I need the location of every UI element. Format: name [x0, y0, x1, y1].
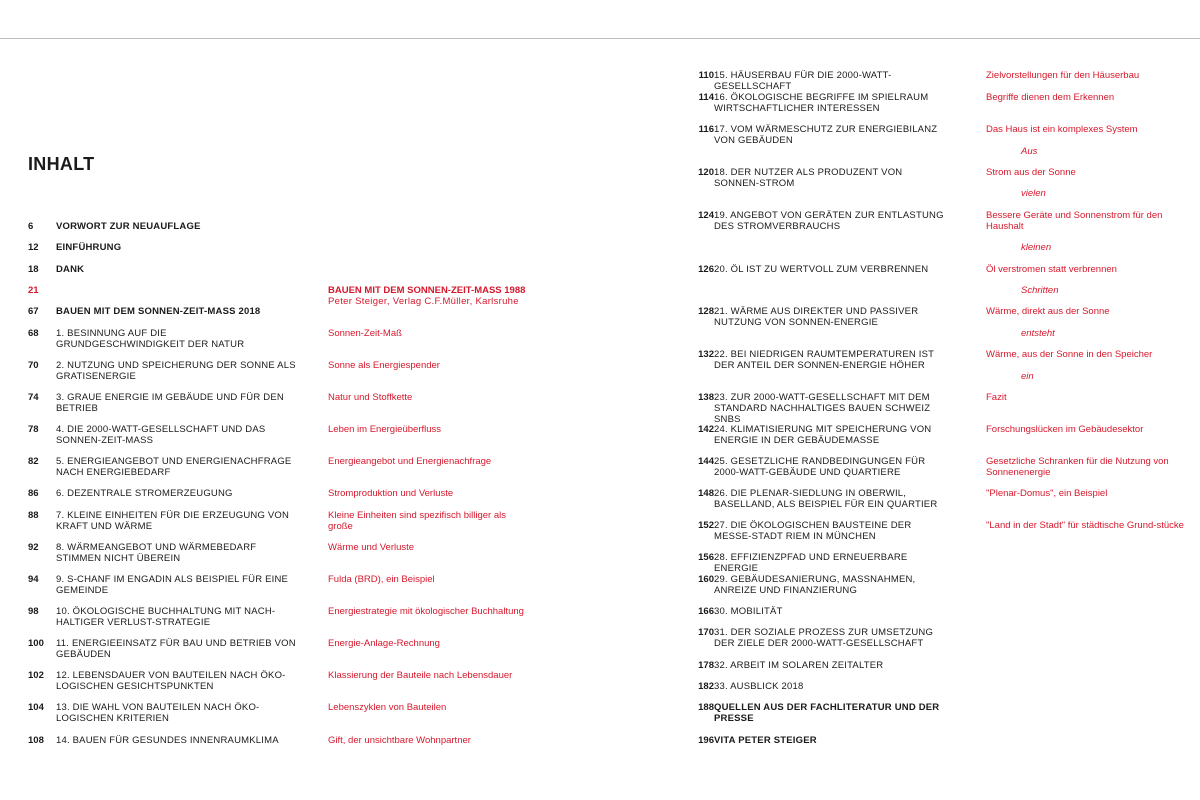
page-number: 12	[28, 242, 39, 253]
entry-title: 18. DER NUTZER ALS PRODUZENT VON SONNEN-STROM	[714, 167, 903, 189]
entry-title: 11. ENERGIEEINSATZ FÜR BAU UND BETRIEB VON GEBÄUDEN	[56, 638, 296, 660]
entry-subtitle: Energieangebot und Energienachfrage	[328, 456, 492, 467]
entry-subtitle: Zielvorstellungen für den Häuserbau	[986, 70, 1140, 81]
page-number: 166	[698, 606, 714, 617]
entry-title: VORWORT ZUR NEUAUFLAGE	[56, 221, 201, 232]
page-number: 114	[698, 92, 714, 103]
entry-title: 29. GEBÄUDESANIERUNG, MASSNAHMEN, ANREIZE UND FINANZIERUNG	[714, 574, 916, 596]
entry-subtitle: Klassierung der Bauteile nach Lebensdauer	[328, 670, 513, 681]
entry-subtitle: Kleine Einheiten sind spezifisch billiger als große	[328, 510, 506, 532]
page-number: 78	[28, 424, 39, 435]
page-number: 102	[28, 670, 44, 681]
entry-title: 22. BEI NIEDRIGEN RAUMTEMPERATUREN IST DER ANTEIL DER SONNEN-ENERGIE HÖHER	[714, 349, 934, 371]
entry-title: 24. KLIMATISIERUNG MIT SPEICHERUNG VON ENERGIE IN DER GEBÄUDEMASSE	[714, 424, 932, 446]
page-number: 82	[28, 456, 39, 467]
entry-subtitle: Öl verstromen statt verbrennen	[986, 264, 1117, 275]
page-number: 98	[28, 606, 39, 617]
entry-title: 6. DEZENTRALE STROMERZEUGUNG	[56, 488, 233, 499]
page-number: 142	[698, 424, 714, 435]
entry-title: 12. LEBENSDAUER VON BAUTEILEN NACH ÖKO-LOGISCHEN GESICHTSPUNKTEN	[56, 670, 286, 692]
page-number: 86	[28, 488, 39, 499]
entry-title: 2. NUTZUNG UND SPEICHERUNG DER SONNE ALS GRATISENERGIE	[56, 360, 296, 382]
page-number: 108	[28, 735, 44, 746]
page-number: 188	[698, 702, 714, 713]
entry-title: 32. ARBEIT IM SOLAREN ZEITALTER	[714, 660, 884, 671]
entry-subtitle: Natur und Stoffkette	[328, 392, 413, 403]
entry-subtitle: Strom aus der Sonne	[986, 167, 1076, 178]
entry-subtitle: Wärme, direkt aus der Sonne	[986, 306, 1110, 317]
entry-subtitle: "Land in der Stadt" für städtische Grund-stücke	[986, 520, 1184, 531]
entry-title: 19. ANGEBOT VON GERÄTEN ZUR ENTLASTUNG DES STROMVERBRAUCHS	[714, 210, 944, 232]
page-number: 126	[698, 264, 714, 275]
entry-subtitle: Fazit	[986, 392, 1007, 403]
entry-subtitle: Begriffe dienen dem Erkennen	[986, 92, 1115, 103]
page-number: 138	[698, 392, 714, 403]
entry-title: 5. ENERGIEANGEBOT UND ENERGIENACHFRAGE NACH ENERGIEBEDARF	[56, 456, 292, 478]
entry-title: 26. DIE PLENAR-SIEDLUNG IN OBERWIL, BASELLAND, ALS BEISPIEL FÜR EIN QUARTIER	[714, 488, 938, 510]
entry-subtitle: Energie-Anlage-Rechnung	[328, 638, 440, 649]
entry-subtitle: Stromproduktion und Verluste	[328, 488, 454, 499]
entry-title: 28. EFFIZIENZPFAD UND ERNEUERBARE ENERGIE	[714, 552, 908, 574]
page-number: 128	[698, 306, 714, 317]
entry-title: 20. ÖL IST ZU WERTVOLL ZUM VERBRENNEN	[714, 264, 929, 275]
entry-title: 8. WÄRMEANGEBOT UND WÄRMEBEDARF STIMMEN NICHT ÜBEREIN	[56, 542, 257, 564]
page-number: 74	[28, 392, 39, 403]
entry-title: 27. DIE ÖKOLOGISCHEN BAUSTEINE DER MESSE-STADT RIEM IN MÜNCHEN	[714, 520, 912, 542]
page-number: 70	[28, 360, 39, 371]
entry-subtitle: Sonne als Energiespender	[328, 360, 440, 371]
entry-title: 3. GRAUE ENERGIE IM GEBÄUDE UND FÜR DEN BETRIEB	[56, 392, 284, 414]
entry-title: 31. DER SOZIALE PROZESS ZUR UMSETZUNG DER ZIELE DER 2000-WATT-GESELLSCHAFT	[714, 627, 934, 649]
page-number: 182	[698, 681, 714, 692]
page-number: 116	[698, 124, 714, 135]
page-number: 21	[28, 285, 39, 296]
page-number: 92	[28, 542, 39, 553]
page-number: 144	[698, 456, 714, 467]
page-number: 104	[28, 702, 44, 713]
page-number: 110	[698, 70, 714, 81]
section-title	[328, 285, 528, 307]
entry-title: 17. VOM WÄRMESCHUTZ ZUR ENERGIEBILANZ VON GEBÄUDEN	[714, 124, 938, 146]
entry-title: 30. MOBILITÄT	[714, 606, 783, 617]
page-number: 156	[698, 552, 714, 563]
motto-word: ein	[1021, 371, 1034, 382]
entry-title: 16. ÖKOLOGISCHE BEGRIFFE IM SPIELRAUM WIRTSCHAFTLICHER INTERESSEN	[714, 92, 929, 114]
page-number: 148	[698, 488, 714, 499]
entry-title: 25. GESETZLICHE RANDBEDINGUNGEN FÜR 2000-WATT-GEBÄUDE UND QUARTIERE	[714, 456, 926, 478]
entry-title: 13. DIE WAHL VON BAUTEILEN NACH ÖKO-LOGISCHEN KRITERIEN	[56, 702, 260, 724]
entry-subtitle: Wärme und Verluste	[328, 542, 415, 553]
entry-title: EINFÜHRUNG	[56, 242, 122, 253]
page-number: 120	[698, 167, 714, 178]
page-number: 160	[698, 574, 714, 585]
entry-title: 10. ÖKOLOGISCHE BUCHHALTUNG MIT NACH-HALTIGER VERLUST-STRATEGIE	[56, 606, 276, 628]
entry-subtitle: Energiestrategie mit ökologischer Buchhaltung	[328, 606, 524, 617]
entry-subtitle: Gesetzliche Schranken für die Nutzung von Sonnenenergie	[986, 456, 1169, 478]
page-number: 94	[28, 574, 39, 585]
entry-subtitle: Das Haus ist ein komplexes System	[986, 124, 1138, 135]
page-number: 6	[28, 221, 34, 232]
page-number: 178	[698, 660, 714, 671]
entry-subtitle: Forschungslücken im Gebäudesektor	[986, 424, 1144, 435]
entry-title: 23. ZUR 2000-WATT-GESELLSCHAFT MIT DEM STANDARD NACHHALTIGES BAUEN SCHWEIZ SNBS	[714, 392, 931, 425]
entry-title: 9. S-CHANF IM ENGADIN ALS BEISPIEL FÜR EINE GEMEINDE	[56, 574, 289, 596]
page-title: INHALT	[28, 154, 95, 174]
entry-title: VITA PETER STEIGER	[714, 735, 817, 746]
section-subtitle: Peter Steiger, Verlag C.F.Müller, Karlsruhe	[328, 296, 519, 307]
entry-title: DANK	[56, 264, 85, 275]
entry-title: 14. BAUEN FÜR GESUNDES INNENRAUMKLIMA	[56, 735, 279, 746]
page-number: 196	[698, 735, 714, 746]
entry-subtitle: Leben im Energieüberfluss	[328, 424, 442, 435]
motto-word: entsteht	[1021, 328, 1055, 339]
motto-word: Schritten	[1021, 285, 1059, 296]
page-number: 170	[698, 627, 714, 638]
entry-subtitle: Bessere Geräte und Sonnenstrom für den Haushalt	[986, 210, 1163, 232]
page-number: 68	[28, 328, 39, 339]
page-number: 152	[698, 520, 714, 531]
entry-subtitle: Sonnen-Zeit-Maß	[328, 328, 402, 339]
section-title-main: BAUEN MIT DEM SONNEN-ZEIT-MASS 1988	[328, 285, 526, 296]
entry-subtitle: Fulda (BRD), ein Beispiel	[328, 574, 435, 585]
page-number: 124	[698, 210, 714, 221]
entry-title: 15. HÄUSERBAU FÜR DIE 2000-WATT-GESELLSCHAFT	[714, 70, 892, 92]
entry-title: 7. KLEINE EINHEITEN FÜR DIE ERZEUGUNG VON KRAFT UND WÄRME	[56, 510, 290, 532]
entry-title: 1. BESINNUNG AUF DIE GRUNDGESCHWINDIGKEIT DER NATUR	[56, 328, 245, 350]
page-number: 132	[698, 349, 714, 360]
entry-title: 33. AUSBLICK 2018	[714, 681, 804, 692]
top-rule	[0, 38, 1200, 39]
page-number: 100	[28, 638, 44, 649]
entry-subtitle: "Plenar-Domus", ein Beispiel	[986, 488, 1108, 499]
motto-word: vielen	[1021, 188, 1046, 199]
page-number: 67	[28, 306, 39, 317]
entry-title: QUELLEN AUS DER FACHLITERATUR UND DER PRESSE	[714, 702, 940, 724]
page-number: 88	[28, 510, 39, 521]
entry-title: 21. WÄRME AUS DIREKTER UND PASSIVER NUTZUNG VON SONNEN-ENERGIE	[714, 306, 919, 328]
entry-title: BAUEN MIT DEM SONNEN-ZEIT-MASS 2018	[56, 306, 261, 317]
entry-subtitle: Wärme, aus der Sonne in den Speicher	[986, 349, 1153, 360]
entry-subtitle: Gift, der unsichtbare Wohnpartner	[328, 735, 471, 746]
entry-title: 4. DIE 2000-WATT-GESELLSCHAFT UND DAS SONNEN-ZEIT-MASS	[56, 424, 266, 446]
motto-word: Aus	[1021, 146, 1038, 157]
motto-word: kleinen	[1021, 242, 1052, 253]
page-number: 18	[28, 264, 39, 275]
entry-subtitle: Lebenszyklen von Bauteilen	[328, 702, 447, 713]
